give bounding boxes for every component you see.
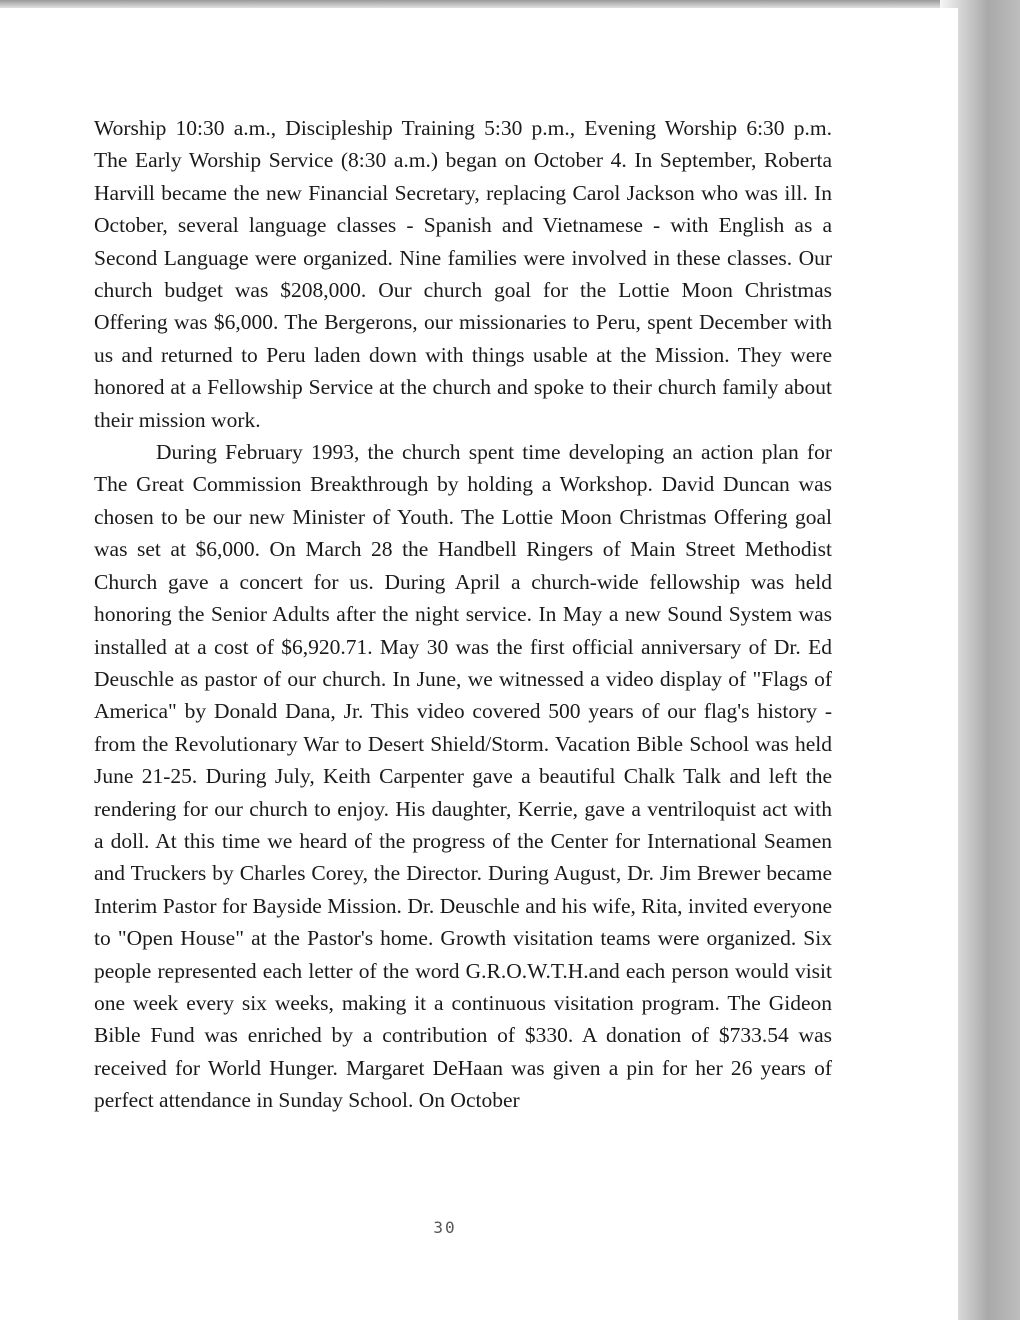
paragraph-1: Worship 10:30 a.m., Discipleship Training 5:30 p.m., Evening Worship 6:30 p.m. The Early Worship Service (8:30 a.m.) began on October 4. In September, Roberta Harvill became the new Financial Secretary, replacing Carol Jackson who was ill. In October, several language classes - Spanish and Vietnamese - with English as a Second Language were organized. Nine families were involved in these classes. Our church budget was $208,000. Our church goal for the Lottie Moon Christmas Offering was $6,000. The Bergerons, our missionaries to Peru, spent December with us and returned to Peru laden down with things usable at the Mission. They were honored at a Fellowship Service at the church and spoke to their church family about their mission work. xyxy=(94,116,832,432)
document-page xyxy=(0,8,960,1320)
paragraph-2: During February 1993, the church spent time developing an action plan for The Great Commission Breakthrough by holding a Workshop. David Duncan was chosen to be our new Minister of Youth. The Lottie Moon Christmas Offering goal was set at $6,000. On March 28 the Handbell Ringers of Main Street Methodist Church gave a concert for us. During April a church-wide fellowship was held honoring the Senior Adults after the night service. In May a new Sound System was installed at a cost of $6,920.71. May 30 was the first official anniversary of Dr. Ed Deuschle as pastor of our church. In June, we witnessed a video display of "Flags of America" by Donald Dana, Jr. This video covered 500 years of our flag's history - from the Revolutionary War to Desert Shield/Storm. Vacation Bible School was held June 21-25. During July, Keith Carpenter gave a beautiful Chalk Talk and left the rendering for our church to enjoy. His daughter, Kerrie, gave a ventriloquist act with a doll. At this time we heard of the progress of the Center for International Seamen and Truckers by Charles Corey, the Director. During August, Dr. Jim Brewer became Interim Pastor for Bayside Mission. Dr. Deuschle and his wife, Rita, invited everyone to "Open House" at the Pastor's home. Growth visitation teams were organized. Six people represented each letter of the word G.R.O.W.T.H.and each person would visit one week every six weeks, making it a continuous visitation program. The Gideon Bible Fund was enriched by a contribution of $330. A donation of $733.54 was received for World Hunger. Margaret DeHaan was given a pin for her 26 years of perfect attendance in Sunday School. On October xyxy=(94,440,832,1113)
page-number: 30 xyxy=(433,1218,457,1237)
body-text xyxy=(94,112,832,1117)
